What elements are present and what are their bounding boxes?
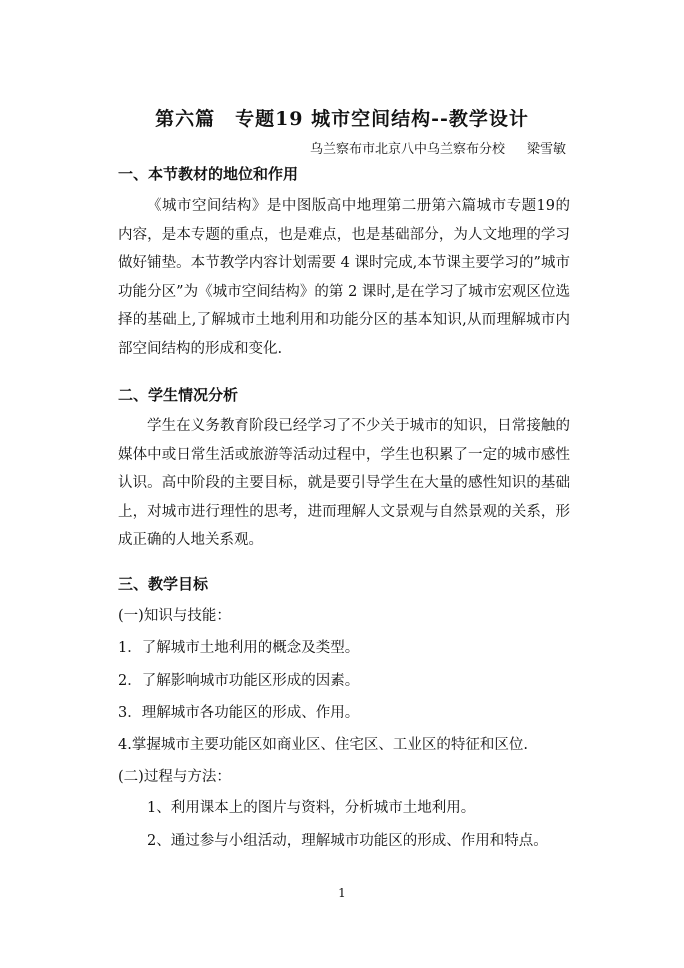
author-line [310, 138, 566, 157]
page-number: 1 [338, 886, 346, 900]
method-item-1: 1、利用课本上的图片与资料，分析城市土地利用。 [147, 800, 476, 816]
section-heading-students: 二、学生情况分析 [118, 386, 239, 404]
subheading-knowledge-skills: (一)知识与技能： [118, 608, 231, 624]
objective-item-4: 4.掌握城市主要功能区如商业区、住宅区、工业区的特征和区位. [118, 737, 528, 753]
section-heading-position: 一、本节教材的地位和作用 [118, 165, 299, 183]
method-item-2: 2、通过参与小组活动，理解城市功能区的形成、作用和特点。 [147, 833, 548, 849]
objective-item-2: 2．了解影响城市功能区形成的因素。 [118, 673, 360, 689]
section-body-students: 学生在义务教育阶段已经学习了不少关于城市的知识，日常接触的媒体中或日常生活或旅游等活动过程中，学生也积累了一定的城市感性认识。高中阶段的主要目标，就是要引导学生在大量的感性知识的基础上，对城市进行理性的思考，进而理解人文景观与自然景观的关系，形成正确的人地关系观。 [118, 418, 570, 548]
author-name: 梁雪敏 [526, 142, 566, 157]
section-heading-objectives: 三、教学目标 [118, 575, 209, 593]
author-organization: 乌兰察布市北京八中乌兰察布分校 [309, 142, 505, 157]
document-title: 第六篇 专题19 城市空间结构--教学设计 [155, 108, 529, 130]
objective-item-1: 1．了解城市土地利用的概念及类型。 [118, 640, 360, 656]
objective-item-3: 3．理解城市各功能区的形成、作用。 [118, 705, 360, 721]
subheading-process-methods: (二)过程与方法： [118, 769, 231, 785]
section-body-position: 《城市空间结构》是中图版高中地理第二册第六篇城市专题19的内容，是本专题的重点，也是难点，也是基础部分，为人文地理的学习做好铺垫。本节教学内容计划需要 4 课时完成,本节课主要学习的”城市功能分区”为《城市空间结构》的第 2 课时,是在学习了城市宏观区位选择的基础上,了解城市土地利用和功能分区的基本知识,从而理解城市内部空间结构的形成和变化. [118, 198, 570, 357]
